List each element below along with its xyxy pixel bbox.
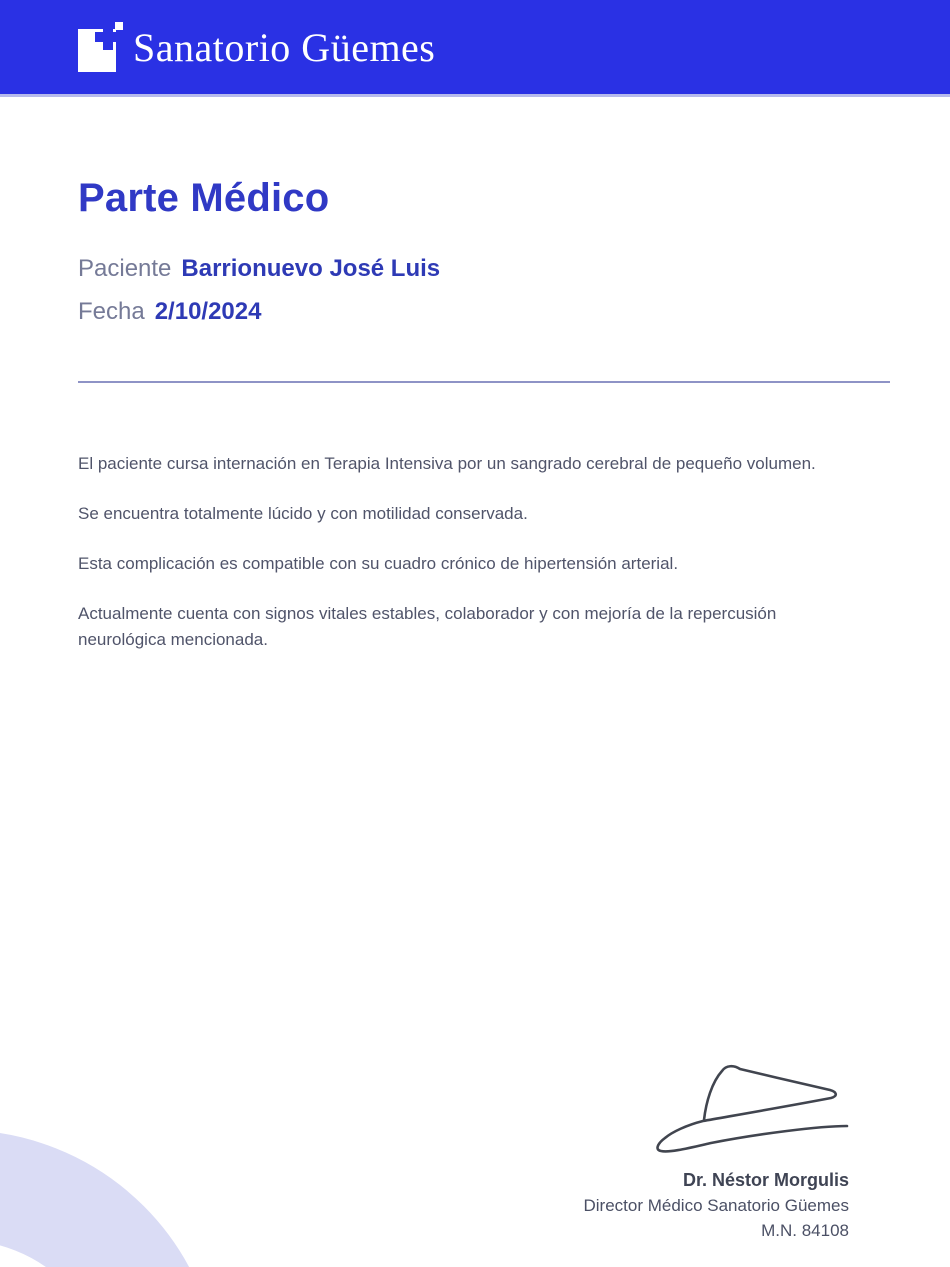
report-paragraph: Se encuentra totalmente lúcido y con motilidad conservada.: [78, 504, 528, 523]
patient-label: Paciente: [78, 255, 172, 282]
report-paragraph: Esta complicación es compatible con su cuadro crónico de hipertensión arterial.: [78, 554, 679, 573]
header-band: [0, 0, 950, 97]
patient-meta: [78, 247, 890, 333]
signature-block: [429, 1050, 849, 1243]
date-line: [78, 290, 890, 333]
patient-line: [78, 247, 890, 290]
cross-square-logo-icon: [78, 22, 124, 72]
page-title: Parte Médico: [78, 176, 330, 220]
date-label: Fecha: [78, 298, 145, 325]
report-paragraph: El paciente cursa internación en Terapia Intensiva por un sangrado cerebral de pequeño volumen.: [78, 454, 816, 473]
signatory-name: Dr. Néstor Morgulis: [682, 1170, 849, 1190]
date-value: 2/10/2024: [154, 298, 262, 325]
brand: [78, 22, 435, 72]
separator-rule: [78, 381, 890, 383]
signatory-license: M.N. 84108: [761, 1221, 849, 1240]
decorative-ring: [0, 1130, 220, 1267]
report-body: [78, 451, 823, 653]
document-content: [78, 100, 890, 677]
signatory-role: Director Médico Sanatorio Güemes: [583, 1196, 849, 1215]
handwritten-signature-icon: [649, 1055, 861, 1160]
report-paragraph: Actualmente cuenta con signos vitales estables, colaborador y con mejoría de la repercusión neurológica mencionada.: [78, 604, 777, 649]
patient-name: Barrionuevo José Luis: [181, 255, 441, 282]
brand-name: Sanatorio Güemes: [133, 24, 436, 70]
